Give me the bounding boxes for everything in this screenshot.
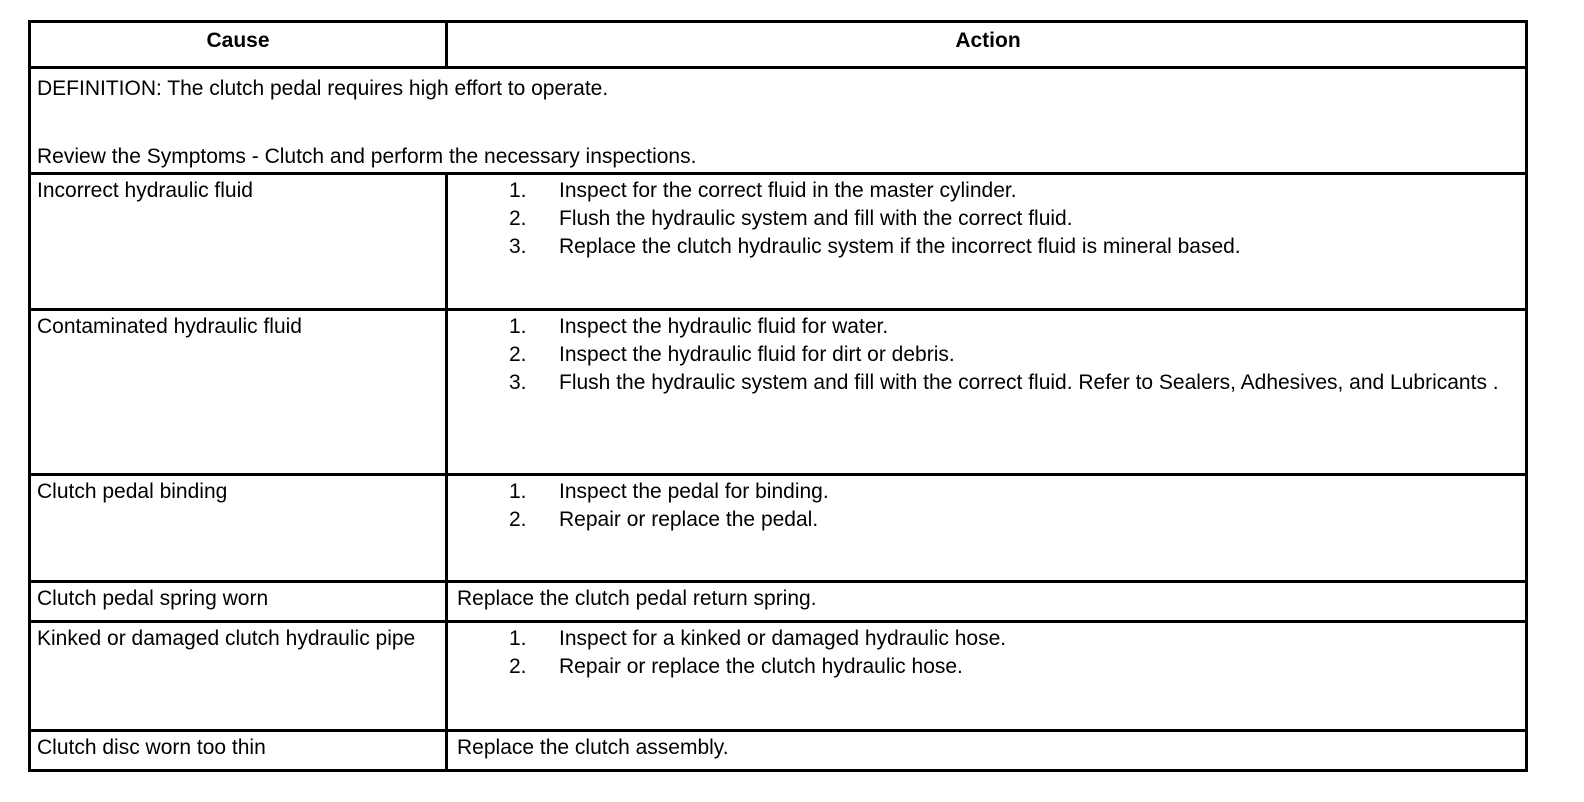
table-row: [31, 620, 1525, 729]
action-cell: [451, 476, 1525, 580]
action-step: 2. Repair or replace the pedal.: [509, 508, 819, 531]
action-steps: [457, 478, 1519, 534]
cause-cell: Clutch disc worn too thin: [31, 732, 448, 769]
header-action: Action: [955, 29, 1021, 52]
header-cause: Cause: [31, 23, 448, 66]
action-steps: [457, 313, 1519, 397]
action-cell: [451, 623, 1525, 729]
table-row: [31, 729, 1525, 769]
cause-cell: Contaminated hydraulic fluid: [31, 311, 448, 473]
table-row: [31, 308, 1525, 473]
action-cell: [451, 311, 1525, 473]
cause-cell: Clutch pedal binding: [31, 476, 448, 580]
table-header-row: [31, 23, 1525, 66]
definition-text: DEFINITION: The clutch pedal requires high effort to operate.: [37, 77, 609, 100]
action-cell: [451, 175, 1525, 308]
action-steps: [457, 625, 1519, 681]
diagnostic-table: [28, 20, 1528, 772]
action-step: 3. Replace the clutch hydraulic system if the incorrect fluid is mineral based.: [509, 235, 1241, 258]
cause-cell: Kinked or damaged clutch hydraulic pipe: [31, 623, 448, 729]
action-cell: Replace the clutch pedal return spring.: [457, 587, 817, 610]
action-step: 1. Inspect for a kinked or damaged hydraulic hose.: [509, 627, 1007, 650]
action-step: 1. Inspect the pedal for binding.: [509, 480, 829, 503]
action-step: 3. Flush the hydraulic system and fill with the correct fluid. Refer to Sealers, Adhesives, and Lubricants .: [509, 371, 1499, 394]
cause-cell: Incorrect hydraulic fluid: [31, 175, 448, 308]
action-step: 2. Inspect the hydraulic fluid for dirt or debris.: [509, 343, 955, 366]
definition-cell: [31, 69, 1525, 172]
action-cell: Replace the clutch assembly.: [457, 736, 729, 759]
action-steps: [457, 177, 1519, 261]
table-row: [31, 172, 1525, 308]
definition-row: [31, 66, 1525, 172]
action-step: 1. Inspect for the correct fluid in the master cylinder.: [509, 179, 1017, 202]
action-step: 1. Inspect the hydraulic fluid for water.: [509, 315, 889, 338]
cause-cell: Clutch pedal spring worn: [31, 583, 448, 620]
review-symptoms-text: Review the Symptoms - Clutch and perform the necessary inspections.: [37, 145, 697, 168]
table-row: [31, 473, 1525, 580]
table-row: [31, 580, 1525, 620]
action-step: 2. Repair or replace the clutch hydraulic hose.: [509, 655, 963, 678]
action-step: 2. Flush the hydraulic system and fill with the correct fluid.: [509, 207, 1073, 230]
